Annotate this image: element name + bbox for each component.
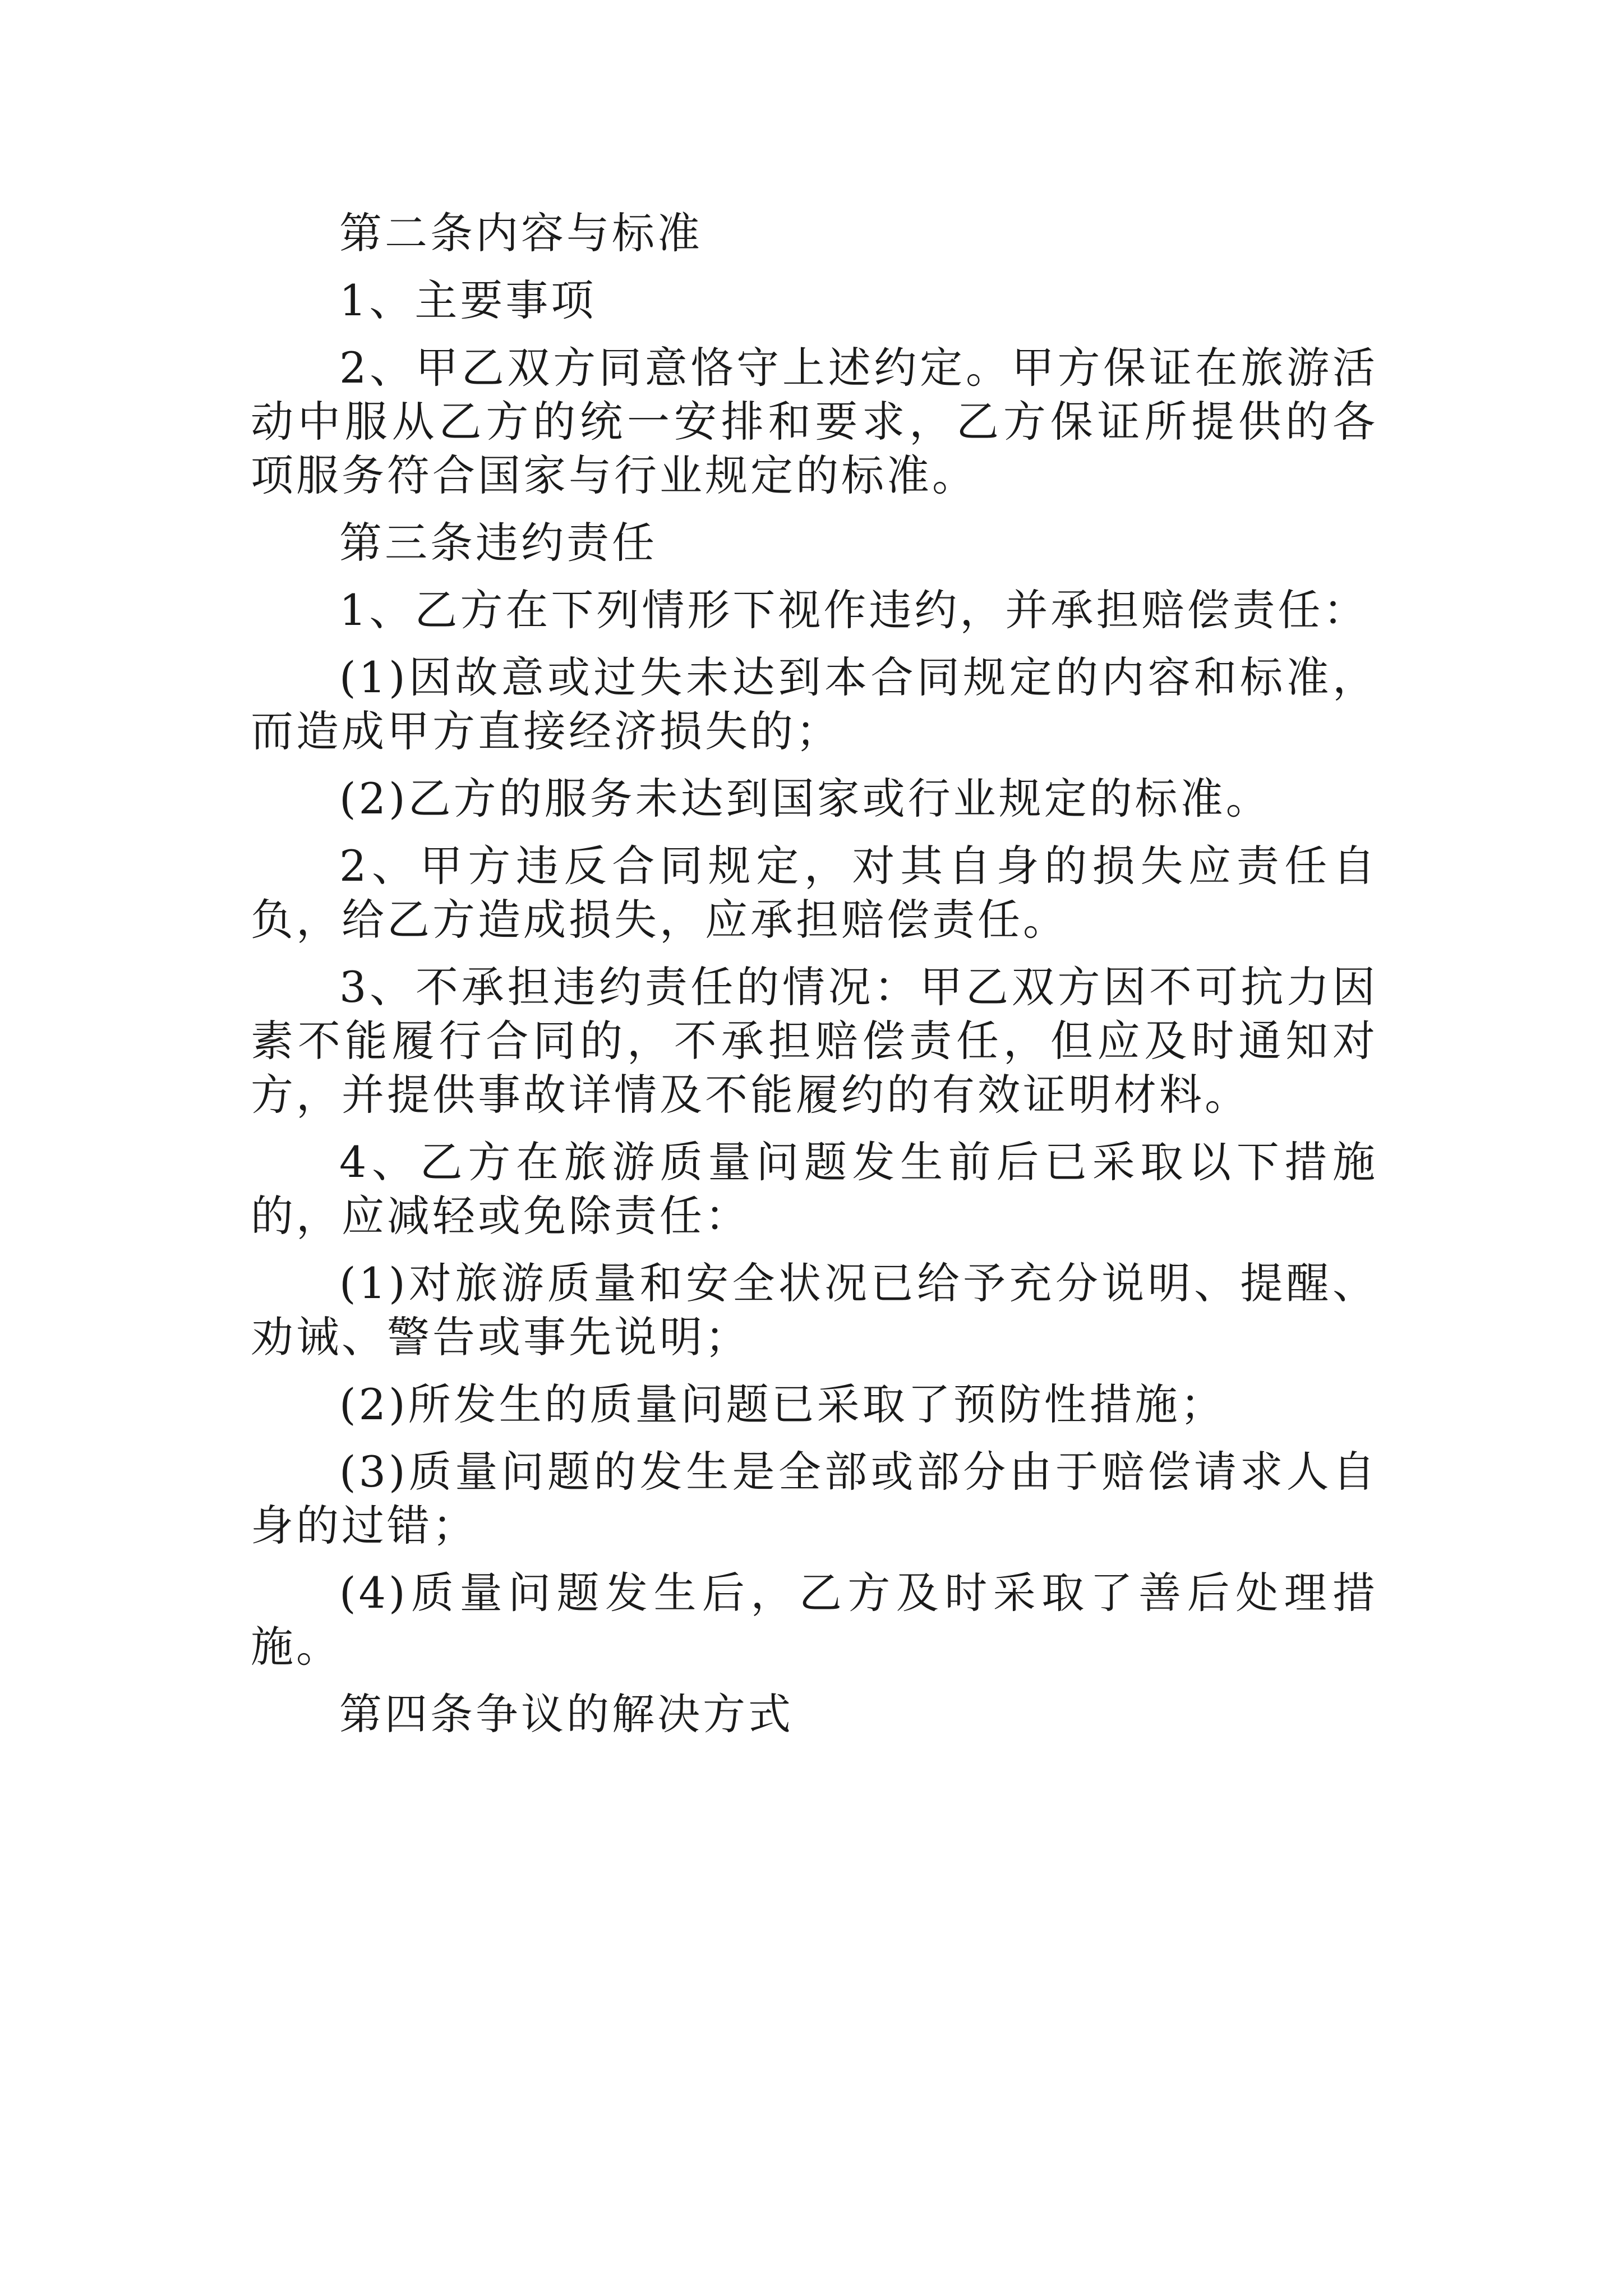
- article-4-heading: 第四条争议的解决方式: [339, 1689, 794, 1739]
- article-3-item-4-sub-2: (2)所发生的质量问题已采取了预防性措施；: [339, 1379, 1226, 1429]
- article-3-item-1: 1、乙方在下列情形下视作违约，并承担赔偿责任：: [339, 585, 1369, 635]
- article-2-item-2: 2、甲乙双方同意恪守上述约定。甲方保证在旅游活动中服从乙方的统一安排和要求，乙方保证所提供的各项服务符合国家与行业规定的标准。: [251, 343, 1378, 500]
- article-3-item-1-sub-1: (1)因故意或过失未达到本合同规定的内容和标准，而造成甲方直接经济损失的；: [251, 652, 1378, 756]
- article-3-item-2: 2、甲方违反合同规定，对其自身的损失应责任自负，给乙方造成损失，应承担赔偿责任。: [251, 841, 1378, 945]
- article-3-item-4-sub-4: (4)质量问题发生后，乙方及时采取了善后处理措施。: [251, 1568, 1378, 1672]
- article-3-item-4-sub-1: (1)对旅游质量和安全状况已给予充分说明、提醒、劝诫、警告或事先说明；: [251, 1258, 1378, 1362]
- document-body: [251, 206, 1378, 1755]
- article-3-item-4-sub-3: (3)质量问题的发生是全部或部分由于赔偿请求人自身的过错；: [251, 1447, 1378, 1550]
- article-3-item-3: 3、不承担违约责任的情况：甲乙双方因不可抗力因素不能履行合同的，不承担赔偿责任，但应及时通知对方，并提供事故详情及不能履约的有效证明材料。: [251, 962, 1378, 1120]
- article-3-item-1-sub-2: (2)乙方的服务未达到国家或行业规定的标准。: [339, 774, 1271, 823]
- article-3-item-4: 4、乙方在旅游质量问题发生前后已采取以下措施的，应减轻或免除责任：: [251, 1137, 1378, 1241]
- article-3-heading: 第三条违约责任: [339, 518, 657, 568]
- article-2-heading: 第二条内容与标准: [339, 208, 703, 258]
- article-2-item-1: 1、主要事项: [339, 275, 597, 325]
